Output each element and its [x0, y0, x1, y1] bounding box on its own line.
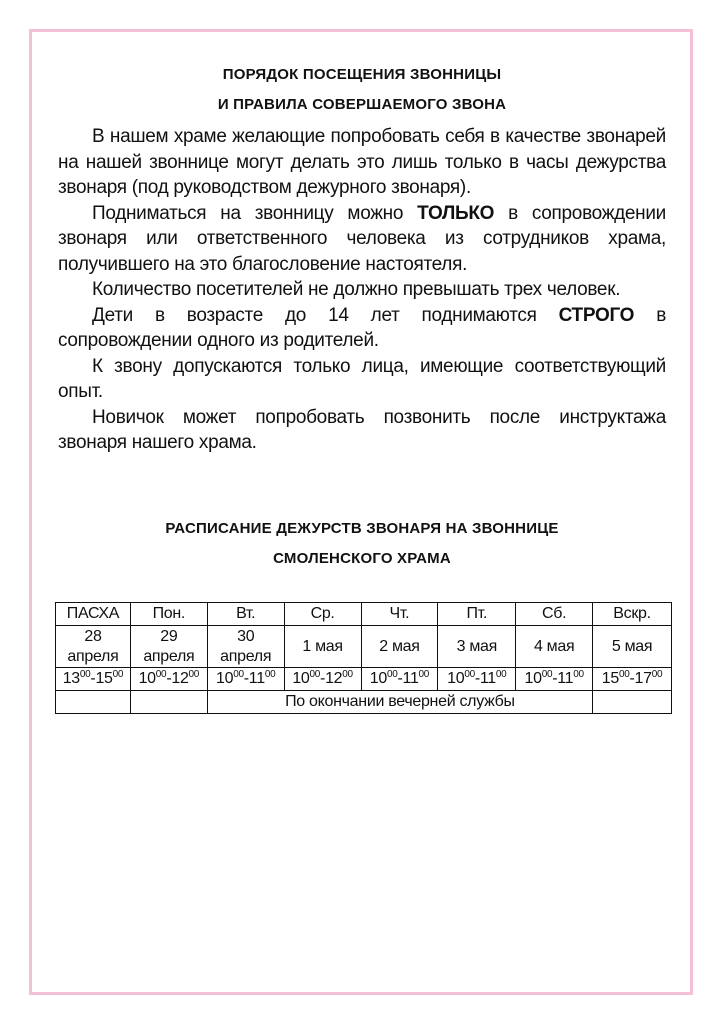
day-cell: Пон. — [130, 603, 207, 626]
rule-paragraph-4: Дети в возрасте до 14 лет поднимаются СТРОГО в сопровождении одного из родителей. — [58, 304, 666, 351]
evening-row — [56, 691, 672, 714]
rule-paragraph-6: Новичок может попробовать позвонить после инструктажа звонаря нашего храма. — [58, 406, 666, 453]
day-cell: Сб. — [516, 603, 593, 626]
empty-cell — [593, 691, 672, 714]
schedule-title-line1: РАСПИСАНИЕ ДЕЖУРСТВ ЗВОНАРЯ НА ЗВОННИЦЕ — [165, 520, 559, 537]
rules-title-line2: И ПРАВИЛА СОВЕРШАЕМОГО ЗВОНА — [217, 96, 507, 113]
emphasis-strictly: СТРОГО — [558, 304, 635, 326]
time-cell: $10^{00}-11^{00}$ — [207, 668, 284, 691]
date-cell: 2 мая — [361, 626, 438, 668]
date-cell: 3 мая — [438, 626, 516, 668]
schedule-table — [55, 602, 672, 714]
rule-paragraph-1: В нашем храме желающие попробовать себя в качестве звонарей на нашей звоннице могут делать это лишь только в часы дежурства звонаря (под руководством дежурного звонаря). — [58, 126, 666, 198]
day-cell: Вскр. — [593, 603, 672, 626]
time-cell: $13^{00}-15^{00}$ — [56, 668, 131, 691]
time-cell: $10^{00}-11^{00}$ — [516, 668, 593, 691]
emphasis-only: ТОЛЬКО — [417, 202, 495, 224]
rule-paragraph-5: К звону допускаются только лица, имеющие соответствующий опыт. — [58, 355, 666, 402]
empty-cell — [130, 691, 207, 714]
date-cell: 28 апреля — [56, 626, 131, 668]
day-header-row — [56, 603, 672, 626]
time-cell: $10^{00}-11^{00}$ — [438, 668, 516, 691]
time-cell: $10^{00}-12^{00}$ — [284, 668, 361, 691]
date-cell: 1 мая — [284, 626, 361, 668]
time-cell: $15^{00}-17^{00}$ — [593, 668, 672, 691]
rules-text — [58, 124, 666, 456]
date-row — [56, 626, 672, 668]
date-cell: 5 мая — [593, 626, 672, 668]
day-cell: Пт. — [438, 603, 516, 626]
evening-note: По окончании вечерней службы — [207, 691, 592, 714]
empty-cell — [56, 691, 131, 714]
day-cell: Чт. — [361, 603, 438, 626]
date-cell: 4 мая — [516, 626, 593, 668]
time-row — [56, 668, 672, 691]
day-cell: ПАСХА — [56, 603, 131, 626]
schedule-title-line2: СМОЛЕНСКОГО ХРАМА — [273, 550, 451, 567]
rule-paragraph-3: Количество посетителей не должно превышать трех человек. — [92, 279, 621, 300]
time-cell: $10^{00}-12^{00}$ — [130, 668, 207, 691]
time-cell: $10^{00}-11^{00}$ — [361, 668, 438, 691]
rules-title-line1: ПОРЯДОК ПОСЕЩЕНИЯ ЗВОННИЦЫ — [222, 66, 502, 83]
day-cell: Ср. — [284, 603, 361, 626]
date-cell: 29 апреля — [130, 626, 207, 668]
day-cell: Вт. — [207, 603, 284, 626]
date-cell: 30 апреля — [207, 626, 284, 668]
rule-paragraph-2: Подниматься на звонницу можно ТОЛЬКО в сопровождении звонаря или ответственного человека из сотрудников храма, получившего на это благословение настоятеля. — [58, 202, 666, 275]
